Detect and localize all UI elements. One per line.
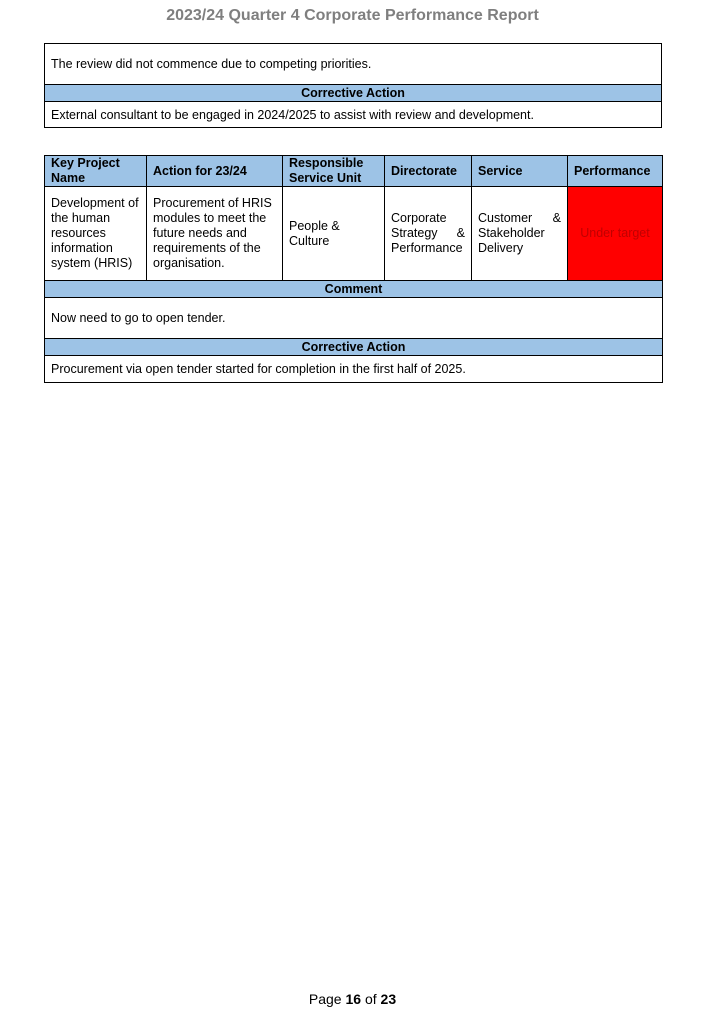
key-project-name-cell: Development of the human resources information system (HRIS)	[45, 187, 147, 281]
comment-text: Now need to go to open tender.	[45, 298, 663, 339]
header-directorate: Directorate	[385, 156, 472, 187]
service-cell: Customer & Stakeholder Delivery	[472, 187, 568, 281]
header-key-project-name: Key Project Name	[45, 156, 147, 187]
header-performance: Performance	[568, 156, 663, 187]
corrective-action-text: External consultant to be engaged in 2024/2025 to assist with review and development.	[45, 102, 662, 128]
action-cell: Procurement of HRIS modules to meet the future needs and requirements of the organisation.	[147, 187, 283, 281]
page-of-label: of	[361, 991, 381, 1007]
performance-status-cell: Under target	[568, 187, 663, 281]
report-title: 2023/24 Quarter 4 Corporate Performance Report	[166, 7, 539, 24]
current-page: 16	[345, 991, 362, 1007]
header-responsible-unit: Responsible Service Unit	[283, 156, 385, 187]
header-service: Service	[472, 156, 568, 187]
total-pages: 23	[380, 991, 397, 1007]
corrective-action-header: Corrective Action	[45, 339, 663, 356]
page-number	[0, 991, 705, 1007]
comment-header: Comment	[45, 281, 663, 298]
comment-text: The review did not commence due to competing priorities.	[45, 44, 662, 85]
responsible-unit-cell: People & Culture	[283, 187, 385, 281]
table-header-row	[45, 156, 663, 187]
previous-item-table	[44, 43, 662, 128]
project-table	[44, 155, 663, 383]
page-label: Page	[308, 991, 346, 1007]
corrective-action-header: Corrective Action	[45, 85, 662, 102]
table-row	[45, 187, 663, 281]
header-action: Action for 23/24	[147, 156, 283, 187]
corrective-action-text: Procurement via open tender started for completion in the first half of 2025.	[45, 356, 663, 383]
directorate-cell: Corporate Strategy & Performance	[385, 187, 472, 281]
